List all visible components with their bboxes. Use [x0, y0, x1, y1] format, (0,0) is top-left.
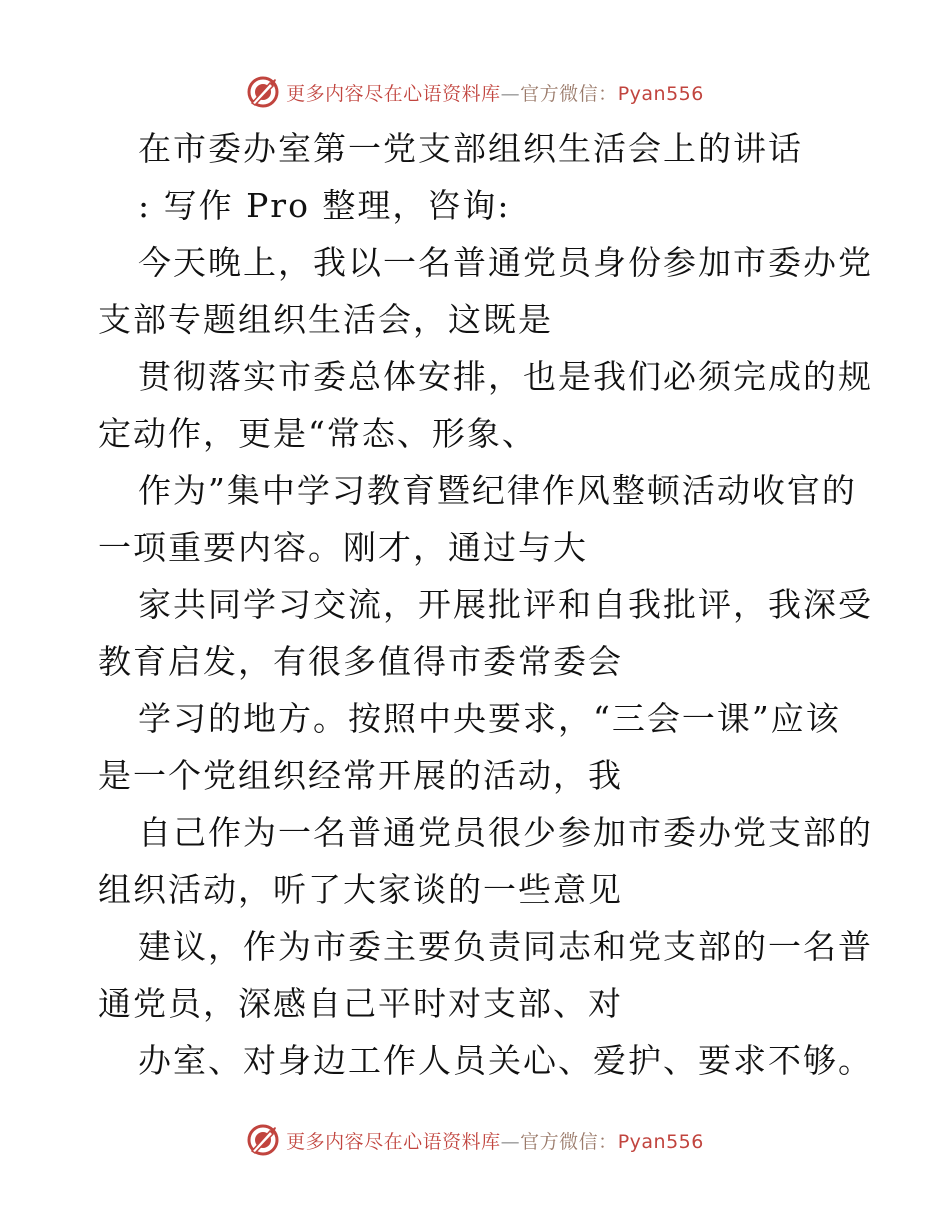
text-line: 自己作为一名普通党员很少参加市委办党支部的	[138, 813, 873, 852]
document-lines	[98, 177, 873, 1089]
header-watermark	[0, 72, 950, 112]
text-line: : 写作 Pro 整理，咨询:	[138, 186, 511, 225]
footer-watermark	[0, 1120, 950, 1160]
text-line: 学习的地方。按照中央要求，“三会一课”应该	[138, 699, 841, 738]
quill-seal-icon	[246, 1123, 280, 1157]
text-line: 一项重要内容。刚才，通过与大	[98, 528, 588, 567]
text-line: 组织活动，听了大家谈的一些意见	[98, 870, 623, 909]
text-line: 作为”集中学习教育暨纪律作风整顿活动收官的	[138, 471, 857, 510]
watermark-text: 更多内容尽在心语资料库—官方微信：Pyan556	[286, 82, 704, 105]
text-line: 今天晚上，我以一名普通党员身份参加市委办党	[138, 243, 873, 282]
document-title: 在市委办室第一党支部组织生活会上的讲话	[138, 129, 803, 168]
text-line: 通党员，深感自己平时对支部、对	[98, 984, 623, 1023]
text-line: 教育启发，有很多值得市委常委会	[98, 642, 623, 681]
watermark-text: 更多内容尽在心语资料库—官方微信：Pyan556	[286, 1130, 704, 1153]
document-body	[98, 120, 873, 1089]
text-line: 支部专题组织生活会，这既是	[98, 300, 553, 339]
text-line: 定动作，更是“常态、形象、	[98, 414, 537, 453]
text-line: 建议，作为市委主要负责同志和党支部的一名普	[138, 927, 873, 966]
quill-seal-icon	[246, 75, 280, 109]
text-line: 办室、对身边工作人员关心、爱护、要求不够。	[138, 1041, 873, 1080]
text-line: 是一个党组织经常开展的活动，我	[98, 756, 623, 795]
text-line: 家共同学习交流，开展批评和自我批评，我深受	[138, 585, 873, 624]
text-line: 贯彻落实市委总体安排，也是我们必须完成的规	[138, 357, 873, 396]
